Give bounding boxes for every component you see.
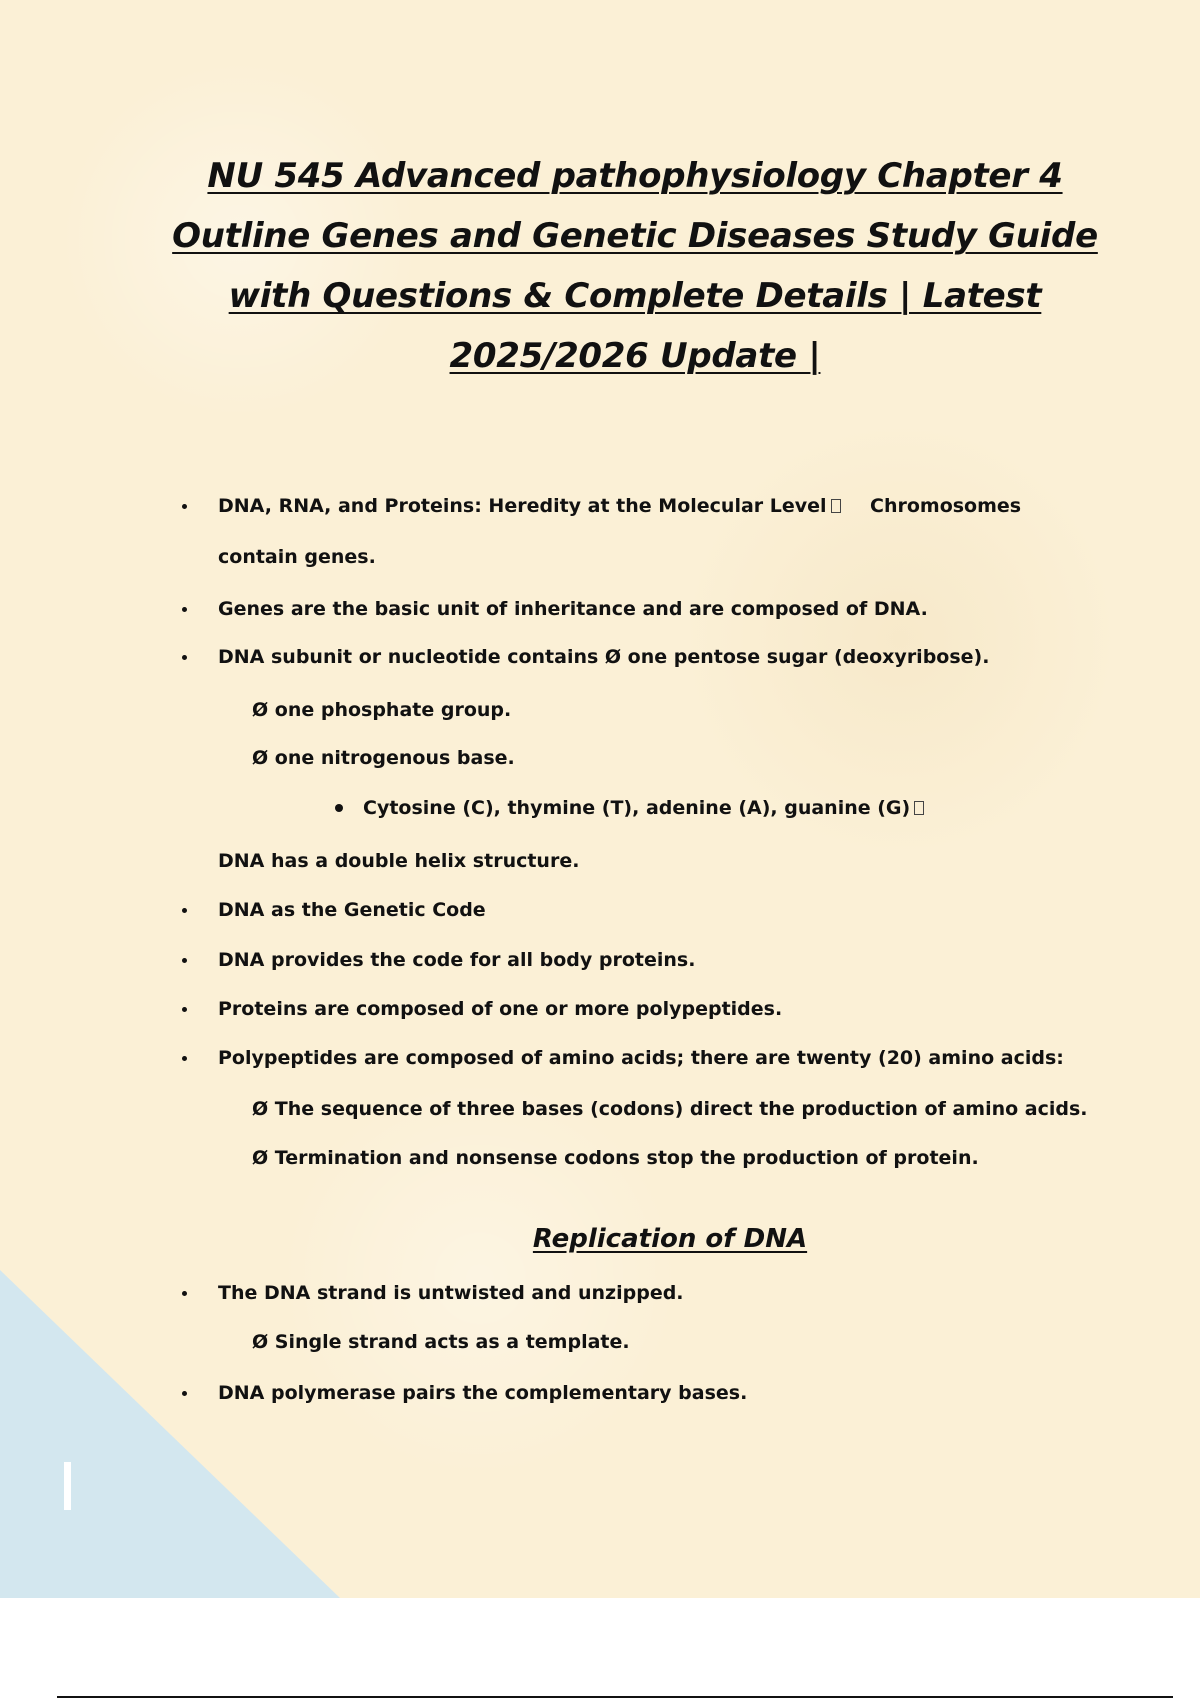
outline-line-8: DNA as the Genetic Code	[218, 899, 486, 921]
outline-line-3: DNA subunit or nucleotide contains Ø one pentose sugar (deoxyribose).	[218, 646, 990, 668]
corner-bar-mark	[64, 1462, 71, 1510]
bullet-dot	[182, 504, 187, 509]
outline-line-9: DNA provides the code for all body proteins.	[218, 949, 696, 971]
outline-line-15: Ø Single strand acts as a template.	[252, 1331, 630, 1353]
missing-glyph-icon	[831, 499, 841, 513]
outline-line-1	[218, 494, 841, 518]
bullet-dot	[335, 804, 343, 812]
outline-line-16: DNA polymerase pairs the complementary bases.	[218, 1382, 748, 1404]
bullet-dot	[182, 1007, 187, 1012]
outline-text: Cytosine (C), thymine (T), adenine (A), guanine (G)	[363, 797, 911, 819]
outline-line-12: Ø The sequence of three bases (codons) direct the production of amino acids.	[252, 1098, 1088, 1120]
outline-line-7: DNA has a double helix structure.	[218, 850, 580, 872]
bullet-dot	[182, 1291, 187, 1296]
outline-line-4: Ø one phosphate group.	[252, 699, 512, 721]
section-heading: Replication of DNA	[532, 1224, 808, 1254]
outline-line-5: Ø one nitrogenous base.	[252, 747, 515, 769]
outline-line-10: Proteins are composed of one or more polypeptides.	[218, 998, 783, 1020]
bullet-dot	[182, 655, 187, 660]
outline-line-6	[363, 796, 924, 820]
outline-text: DNA, RNA, and Proteins: Heredity at the Molecular Level	[218, 495, 827, 517]
document-title: NU 545 Advanced pathophysiology Chapter 4 Outline Genes and Genetic Diseases Study Guide with Questions & Complete Details | Latest 2025/2026 Update |	[172, 156, 1098, 376]
missing-glyph-icon	[914, 801, 924, 815]
outline-line-1c: contain genes.	[218, 546, 376, 568]
footer-rule	[57, 1696, 1173, 1698]
bullet-dot	[182, 958, 187, 963]
outline-line-14: The DNA strand is untwisted and unzipped.	[218, 1282, 684, 1304]
outline-line-1b: Chromosomes	[870, 495, 1022, 517]
outline-line-13: Ø Termination and nonsense codons stop the production of protein.	[252, 1147, 979, 1169]
bullet-dot	[182, 908, 187, 913]
bullet-dot	[182, 1391, 187, 1396]
outline-line-2: Genes are the basic unit of inheritance and are composed of DNA.	[218, 598, 928, 620]
outline-line-11: Polypeptides are composed of amino acids; there are twenty (20) amino acids:	[218, 1047, 1064, 1069]
bullet-dot	[182, 1056, 187, 1061]
bullet-dot	[182, 607, 187, 612]
